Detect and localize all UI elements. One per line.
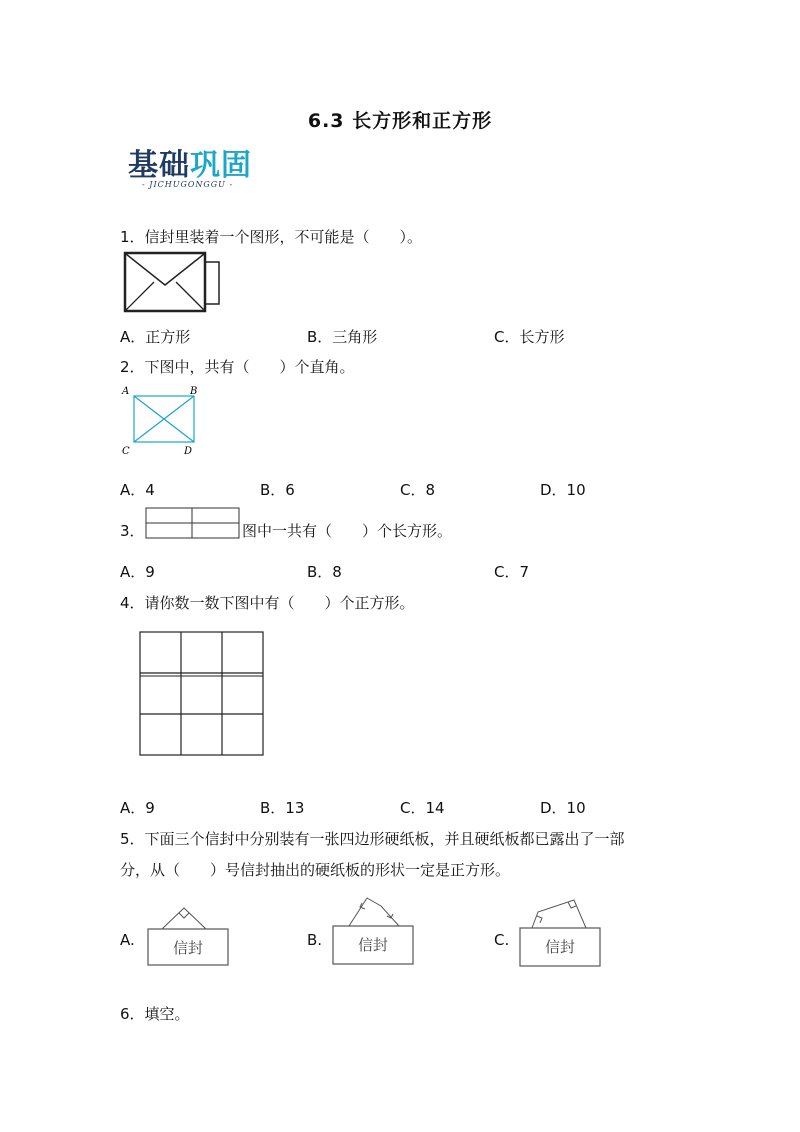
point-label-b: B <box>190 386 198 397</box>
q4-option-b: B．13 <box>260 799 305 817</box>
badge-subtitle: - JICHUGONGGU - <box>142 180 234 189</box>
q3-option-b: B．8 <box>307 563 342 581</box>
q2-option-b: B．6 <box>260 481 295 499</box>
question-3-prefix: 3． <box>120 522 145 540</box>
q2-option-d: D．10 <box>540 481 586 499</box>
question-5-line-2: 分，从（ ）号信封抽出的硬纸板的形状一定是正方形。 <box>120 861 511 879</box>
q5-option-c: C. <box>494 931 510 949</box>
point-label-c: C <box>122 446 130 457</box>
badge-title-dark: 基础 <box>128 148 190 183</box>
point-label-d: D <box>184 446 193 457</box>
envelope-b-label: 信封 <box>357 936 389 954</box>
rectangle-diagonals-figure <box>118 382 208 458</box>
q5-option-b: B. <box>307 931 323 949</box>
q1-option-c: C．长方形 <box>494 328 565 346</box>
question-1-text: 1．信封里装着一个图形，不可能是（ ）。 <box>120 228 423 246</box>
point-label-a: A <box>122 386 130 397</box>
envelope-a-label: 信封 <box>172 939 204 957</box>
q5-option-a: A. <box>120 931 135 949</box>
q1-option-b: B．三角形 <box>307 328 378 346</box>
q3-option-c: C．7 <box>494 563 530 581</box>
question-3-text: 图中一共有（ ）个长方形。 <box>242 522 453 540</box>
envelope-b-figure <box>331 890 415 968</box>
q3-option-a: A．9 <box>120 563 155 581</box>
envelope-figure <box>124 252 224 314</box>
question-2-text: 2．下图中，共有（ ）个直角。 <box>120 358 355 376</box>
envelope-c-label: 信封 <box>544 938 576 956</box>
grid-3x3-figure <box>138 630 266 758</box>
envelope-a-figure <box>146 904 230 968</box>
page-title: 6.3 长方形和正方形 <box>307 110 493 132</box>
section-badge <box>128 150 268 192</box>
question-5-line-1: 5．下面三个信封中分别装有一张四边形硬纸板，并且硬纸板都已露出了一部 <box>120 830 625 848</box>
segmented-rectangle-figure <box>145 506 241 540</box>
q4-option-d: D．10 <box>540 799 586 817</box>
envelope-c-figure <box>518 896 602 970</box>
q4-option-a: A．9 <box>120 799 155 817</box>
badge-title-teal: 巩固 <box>190 148 252 183</box>
question-6-text: 6．填空。 <box>120 1005 190 1023</box>
q1-option-a: A．正方形 <box>120 328 191 346</box>
q4-option-c: C．14 <box>400 799 445 817</box>
badge-title <box>128 150 268 182</box>
question-4-text: 4．请你数一数下图中有（ ）个正方形。 <box>120 594 415 612</box>
q2-option-a: A．4 <box>120 481 155 499</box>
q2-option-c: C．8 <box>400 481 436 499</box>
